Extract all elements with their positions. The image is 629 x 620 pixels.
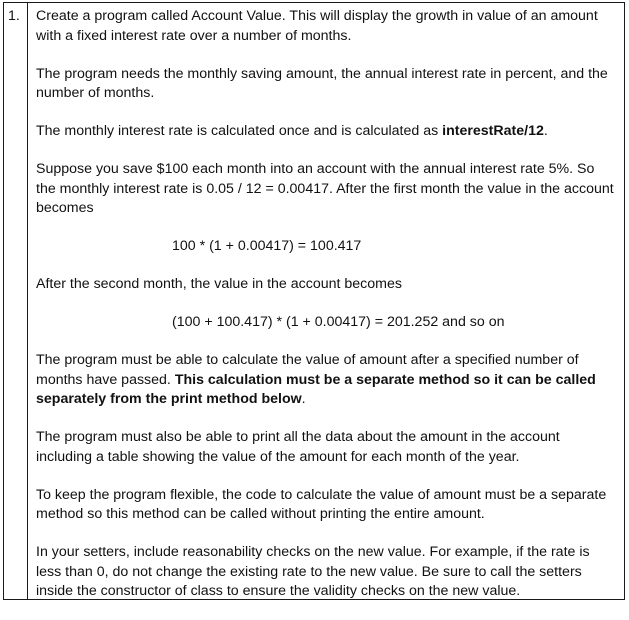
calculation-end: . xyxy=(301,391,306,407)
calculation-paragraph xyxy=(36,351,618,410)
instruction-content xyxy=(36,7,618,620)
first-month-formula: 100 * (1 + 0.00417) = 100.417 xyxy=(172,238,362,254)
second-month-formula: (100 + 100.417) * (1 + 0.00417) = 201.252 and so on xyxy=(172,314,505,330)
monthly-rate-formula: interestRate/12 xyxy=(442,123,544,139)
monthly-rate-text: The monthly interest rate is calculated once and is calculated as xyxy=(36,123,443,139)
print-paragraph: The program must also be able to print all the data about the amount in the account including a table showing the value of the amount for each month of the year. xyxy=(36,429,560,465)
item-number: 1. xyxy=(8,8,20,24)
calculation-requirement: This calculation must be a separate method so it can be called separately from the print method below xyxy=(36,371,596,407)
monthly-rate-paragraph xyxy=(36,122,618,142)
monthly-rate-end: . xyxy=(543,123,548,139)
flexible-paragraph: To keep the program flexible, the code to calculate the value of amount must be a separate method so this method can be called without printing the entire amount. xyxy=(36,486,607,522)
setters-paragraph: In your setters, include reasonability checks on the new value. For example, if the rate is less than 0, do not change the existing rate to the new value. Be sure to call the setters inside the constructor of class to ensure the validity checks on the new value. xyxy=(36,544,590,599)
example-paragraph: Suppose you save $100 each month into an account with the annual interest rate 5%. So the monthly interest rate is 0.05 / 12 = 0.00417. After the first month the value in the account becomes xyxy=(36,161,614,216)
instruction-table xyxy=(3,2,625,600)
item-number-cell xyxy=(4,3,28,599)
second-month-paragraph: After the second month, the value in the account becomes xyxy=(36,276,402,292)
intro-paragraph: Create a program called Account Value. This will display the growth in value of an amount with a fixed interest rate over a number of months. xyxy=(36,8,598,44)
inputs-paragraph: The program needs the monthly saving amount, the annual interest rate in percent, and the number of months. xyxy=(36,65,608,101)
calculation-text: The program must be able to calculate the value of amount after a specified number of months have passed. xyxy=(36,352,579,388)
